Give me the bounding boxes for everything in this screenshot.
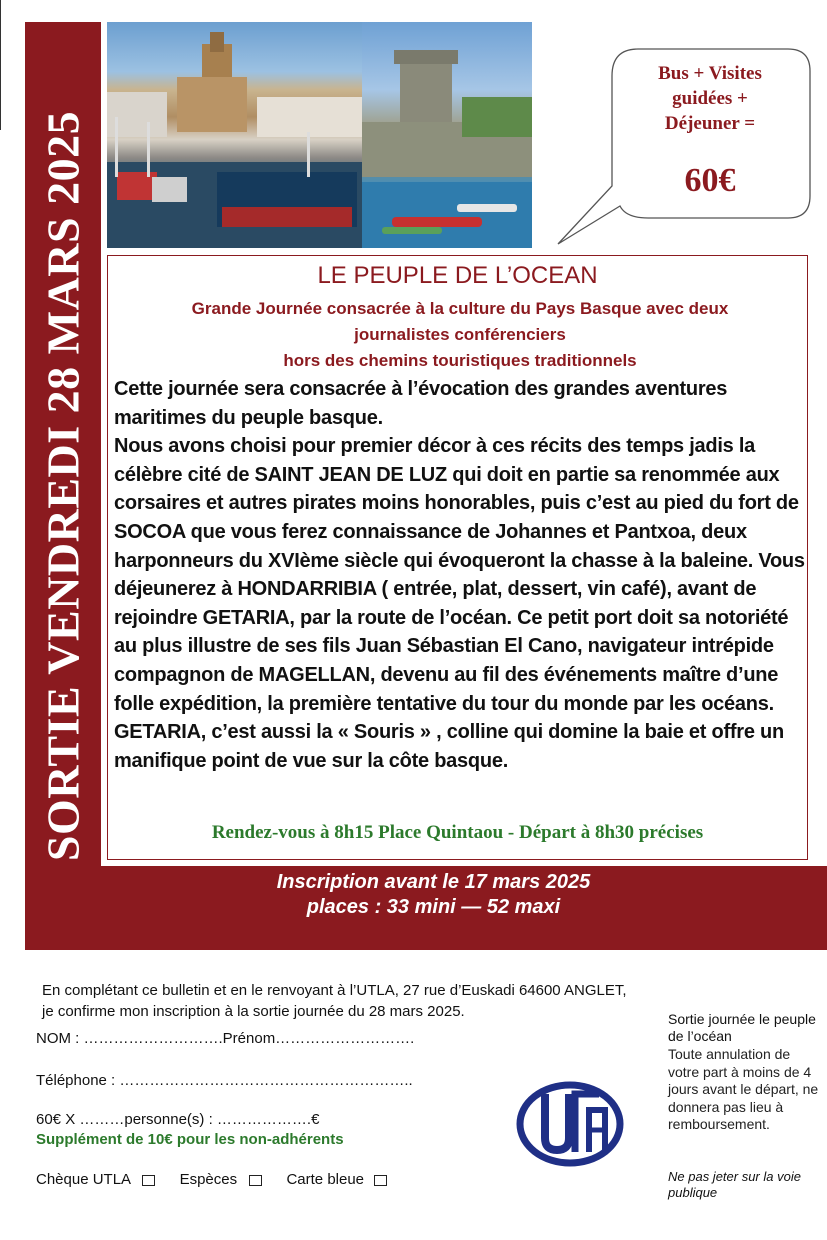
photo-saint-jean-de-luz-harbour (107, 22, 362, 248)
description-body (114, 375, 806, 775)
photo-fort-de-socoa (362, 22, 532, 248)
bubble-line-1: Bus + Visites (658, 63, 762, 84)
form-intro-line-1: En complétant ce bulletin et en le renvoyant à l’UTLA, 27 rue d’Euskadi 64600 ANGLET, (42, 982, 627, 999)
supplement-note: Supplément de 10€ pour les non-adhérents (36, 1131, 344, 1148)
utla-logo (515, 1080, 625, 1168)
side-banner-title: SORTIE VENDREDI 28 MARS 2025 (37, 110, 89, 862)
inscription-places: places : 33 mini — 52 maxi (306, 896, 561, 918)
bubble-price: 60€ (684, 162, 736, 199)
inscription-info (100, 870, 827, 920)
payment-options (36, 1171, 387, 1188)
persons-price-line[interactable]: 60€ X ………personne(s) : ……………….€ (36, 1111, 320, 1128)
inscription-deadline: Inscription avant le 17 mars 2025 (276, 871, 591, 893)
checkbox-icon[interactable] (142, 1175, 155, 1186)
payment-especes-label: Espèces (179, 1171, 238, 1188)
subtitle-line-2: journalistes conférenciers (354, 325, 566, 344)
payment-cheque-label: Chèque UTLA (36, 1171, 131, 1188)
phone-field-line[interactable]: Téléphone : ………………………………………………….. (36, 1072, 413, 1089)
disposal-note: Ne pas jeter sur la voie publique (668, 1169, 801, 1200)
description-paragraph-1: Cette journée sera consacrée à l’évocation des grandes aventures maritimes du peuple basque. (114, 378, 728, 429)
bubble-offer-text (620, 61, 800, 136)
form-intro-line-2: je confirme mon inscription à la sortie journée du 28 mars 2025. (42, 1003, 465, 1020)
note-title: Sortie journée le peuple de l’océan (668, 1011, 816, 1044)
bubble-line-2: guidées + (672, 88, 748, 109)
name-field-line[interactable]: NOM : ……………………….Prénom………………………. (36, 1030, 415, 1047)
cancellation-note: Toute annulation de votre part à moins de 4 jours avant le départ, ne donnera pas lieu à remboursement. (668, 1046, 819, 1132)
bubble-line-3: Déjeuner = (664, 113, 756, 134)
page-title: LE PEUPLE DE L’OCEAN (317, 262, 598, 289)
subtitle (140, 296, 780, 374)
rendezvous-info: Rendez-vous à 8h15 Place Quintaou - Départ à 8h30 précises (211, 822, 704, 843)
checkbox-icon[interactable] (374, 1175, 387, 1186)
checkbox-icon[interactable] (249, 1175, 262, 1186)
subtitle-line-1: Grande Journée consacrée à la culture du Pays Basque avec deux (191, 299, 729, 318)
payment-carte-label: Carte bleue (286, 1171, 365, 1188)
subtitle-line-3: hors des chemins touristiques traditionnels (283, 351, 637, 370)
description-paragraph-2: Nous avons choisi pour premier décor à ces récits des temps jadis la célèbre cité de SAINT JEAN DE LUZ qui doit en partie sa renommée aux corsaires et autres pirates moins honorables, puis c’est au pied du fort de SOCOA que vous ferez connaissance de Johannes et Pantxoa, deux harponneurs du XVIème siècle qui évoqueront la chasse à la baleine. Vous déjeunerez à HONDARRIBIA ( entrée, plat, dessert, vin café), avant de rejoindre GETARIA, par la route de l’océan. Ce petit port doit sa notoriété au plus illustre de ses fils Juan Sébastian El Cano, navigateur intrépide compagnon de MAGELLAN, devenu au fil des événements maître d’une folle expédition, la première tentative du tour du monde par les océans. GETARIA, c’est aussi la « Souris » , colline qui domine la baie et offre un manifique point de vue sur la côte basque. (114, 435, 805, 772)
page-edge-line (0, 0, 1, 130)
